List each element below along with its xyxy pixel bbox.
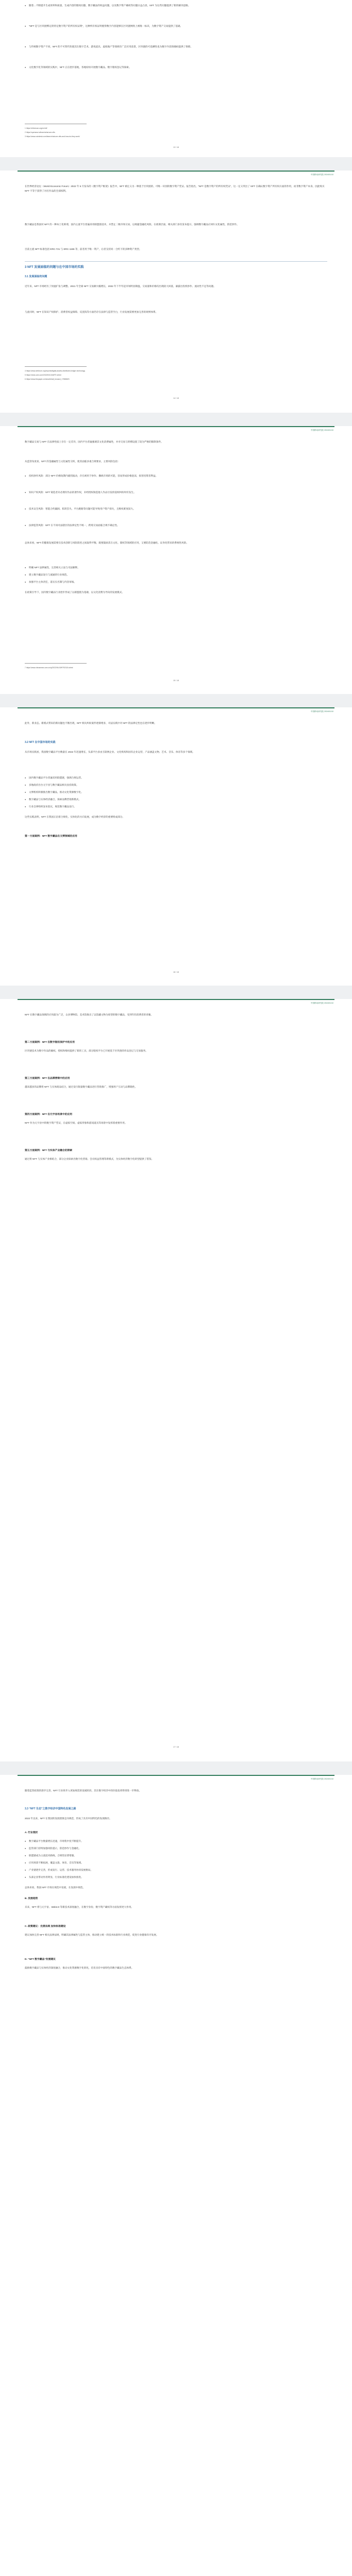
bullet-item: ● 数字藏品平台数量增长迅速，市场集中度不断提升。 bbox=[29, 1839, 327, 1843]
paragraph: 与此同时，NFT 在知识产权保护、消费者权益保障、反洗钱等方面仍存在法律与监管空白，行业发展需要更加完善的规则体系。 bbox=[25, 311, 158, 313]
bullet-item: ● 法律监管风险：NFT 在不同司法辖区的法律定性不统一，跨境交易面临合规不确定性。 bbox=[29, 523, 327, 528]
bullet-item: ● 产业链逐步完善，形成发行、运营、技术服务协同发展格局。 bbox=[29, 1868, 327, 1872]
running-header: 中国移动研究院 2024/01/10 bbox=[310, 710, 333, 713]
page-gap bbox=[0, 413, 352, 426]
running-header: 中国移动研究院 2024/01/10 bbox=[310, 1778, 333, 1780]
footnote: 7 https://www.chinanews.com.cn/cj/2022/06-30/9792115.shtml bbox=[25, 667, 73, 669]
case-heading: 第四方面案例：NFT 在元宇宙场景中的应用 bbox=[25, 1113, 73, 1116]
bullet-item: ● 明确 NFT 法律属性，完善相关立法与司法解释。 bbox=[29, 565, 327, 570]
bullet-item: ● 建立数字藏品发行与流通的行业规范。 bbox=[29, 572, 327, 577]
paragraph: 未来，NFT 将与元宇宙、Web3.0 等新技术深度融合，在数字身份、数字资产确权等方面发挥更大作用。 bbox=[25, 1906, 133, 1908]
paragraph: 建议加快完善 NFT 相关法律法规，明确其法律属性与监管主体，推动建立统一的技术标准和行业规范，促进行业健康有序发展。 bbox=[25, 1934, 159, 1936]
paragraph: 从市场实践看，我国数字藏品平台数量在 2022 年迅速增长，头部平台多由互联网企业、文化机构和国有企业运营，产品涵盖文物、艺术、音乐、体育等多个领域。 bbox=[25, 751, 195, 753]
bullet-item: ● 联盟链成为主流技术路线，合规性显著增强。 bbox=[29, 1853, 327, 1858]
paragraph: 越来越多的品牌将 NFT 与实体商品结合，通过发行限量数字藏品进行营销推广，增强用户互动与品牌黏性。 bbox=[25, 1086, 138, 1088]
page-number: 14 / 18 bbox=[173, 397, 179, 399]
paragraph: 数字藏品是我国对 NFT 的一种本土化称谓，国内主流平台普遍采用联盟链技术，并禁止二级市场交易，以规避金融化风险。在政策层面，相关部门多次发布提示，强调数字藏品应回归文化属性，防范炒作。 bbox=[25, 223, 239, 226]
bullet-item: ● 随着…不断提升生成效率和质量，生成内容的版权问题、数字藏品的权益问题，以及数字资产确权等问题日益凸显，NFT 为这些问题提供了新的解决思路。 bbox=[29, 3, 327, 8]
paragraph: 通过将 NFT 与实体产业相结合，部分企业探索出数字化营销、会员权益管理等新模式，为实体经济数字化转型提供了借鉴。 bbox=[25, 1158, 154, 1160]
paragraph: 区块链技术为数字作品的确权、授权和维权提供了新的工具，部分版权平台已开展基于区块链的作品登记与交易服务。 bbox=[25, 1049, 148, 1052]
page-gap bbox=[0, 986, 352, 999]
page-14 bbox=[18, 171, 334, 413]
bullet-item: ● 多地政府出台元宇宙与数字藏品相关扶持政策。 bbox=[29, 783, 327, 787]
section-rule bbox=[25, 261, 327, 262]
header-bar bbox=[18, 999, 334, 1000]
bullet-item: ● 投机炒作风险：部分 NFT 价格短期内剧烈波动，存在被用于炒作、操纵市场的可能，容易形成价格泡沫，损害投资者利益。 bbox=[29, 473, 327, 478]
bullet-item: ● 加强平台主体责任，落实实名制与内容审核。 bbox=[29, 580, 327, 584]
subsection-heading: 3.3 “NFT 生态”之数字经济中国特色发展之路 bbox=[25, 1807, 76, 1810]
footnote: 5 https://news.cctv.com/2022/04/13/ARTI.shtml bbox=[25, 374, 61, 376]
bullet-item: ● 应用场景不断拓展，覆盖文旅、体育、音乐等领域。 bbox=[29, 1860, 327, 1865]
footnote: 3 https://www.coindesk.com/learn/what-are-nfts-and-how-do-they-work/ bbox=[25, 135, 80, 138]
page-17 bbox=[18, 999, 334, 1761]
paragraph: 总体来看，我国 NFT 市场在规范中发展，在发展中规范。 bbox=[25, 1886, 86, 1889]
running-header: 中国移动研究院 2024/01/10 bbox=[310, 1002, 333, 1004]
page-gap bbox=[0, 694, 352, 707]
page-number: 13 / 18 bbox=[173, 146, 179, 148]
paragraph: NFT 在数字藏品领域的应用最为广泛，众多博物馆、美术馆推出了以馆藏文物为原型的数字藏品，受到年轻消费者的青睐。 bbox=[25, 1013, 154, 1016]
paragraph: 鼓励数字藏品与实体经济深度融合，推动文化资源数字化转化，培育具有中国特色的数字藏品生态体系。 bbox=[25, 1967, 134, 1969]
bullet-item: ● 监管部门持续加强风险提示，防范炒作与金融化。 bbox=[29, 1846, 327, 1851]
page-number: 15 / 18 bbox=[173, 680, 179, 682]
paragraph: 近年来，NFT 市场经历了快速扩张与调整。2021 年全球 NFT 交易额大幅增长，2022 年下半年起市场明显降温，交易量和价格均出现较大回落，暴露出投机炒作、流动性不足等问题。 bbox=[25, 285, 216, 287]
header-bar bbox=[18, 707, 334, 708]
subsection-heading: 3.2 NFT 在中国市场的实践 bbox=[25, 741, 56, 744]
header-bar bbox=[18, 171, 334, 172]
paragraph: 目前主流 NFT 标准包括 ERC-721 与 ERC-1155 等，前者用于唯一资产，后者支持同一合约下的多种资产类型。 bbox=[25, 248, 142, 250]
footnote: 4 https://www.weforum.org/reports/digital-assets-distributed-ledger-technology bbox=[25, 370, 86, 372]
bullet-item: ● 技术安全风险：智能合约漏洞、私钥丢失、平台跑路等问题可能导致用户资产损失，且维权难度较大。 bbox=[29, 506, 327, 511]
paragraph: NFT 作为元宇宙中的数字资产凭证，在虚拟空间、虚拟形象和游戏道具等场景中发挥着重要作用。 bbox=[25, 1122, 127, 1124]
paragraph: 从监管角度看，NFT 的金融属性与文化属性交织，使其面临多重合规要求，主要风险包括： bbox=[25, 460, 120, 463]
paragraph: 2022 年以来，NFT 在我国的发展逐渐走向规范，形成了具有中国特色的发展路径。 bbox=[25, 1817, 112, 1820]
subheading: A. 行业现状 bbox=[25, 1832, 38, 1834]
paragraph: 总体来看，NFT 的健康发展需要在技术创新与风险防控之间取得平衡，既要鼓励其在文化、版权等领域的应用，又要防范金融化、证券化带来的系统性风险。 bbox=[25, 541, 189, 544]
footnote-separator bbox=[25, 663, 87, 664]
footnote: 1 https://ethereum.org/en/nft/ bbox=[25, 127, 47, 129]
bullet-item: ● 头部企业带动作用明显，行业标准化建设加快推进。 bbox=[29, 1875, 327, 1879]
footnote: 6 https://www.thepaper.cn/newsDetail_forward_17586823 bbox=[25, 378, 70, 380]
page-18 bbox=[18, 1775, 334, 2576]
case-heading: 第二方面案例：NFT 在数字版权保护中的应用 bbox=[25, 1041, 75, 1044]
header-bar bbox=[18, 426, 334, 427]
bullet-item: ● 数字藏品与实体经济融合，探索品牌营销新模式。 bbox=[29, 797, 327, 802]
page-gap bbox=[0, 1761, 352, 1775]
paragraph: 在政策引导下，国内数字藏品行业逐步形成了以联盟链为基础、以文化消费为导向的发展模式。 bbox=[25, 591, 124, 594]
subheading: B. 发展趋势 bbox=[25, 1897, 38, 1900]
case-heading: 第三方面案例：NFT 在品牌营销中的应用 bbox=[25, 1077, 70, 1080]
bullet-item: ● 文博机构积极推出数字藏品，推动文化资源数字化。 bbox=[29, 790, 327, 794]
subheading: D. “NFT 数字藏品”发展建议 bbox=[25, 1958, 56, 1961]
running-header: 中国移动研究院 2024/01/10 bbox=[310, 174, 333, 176]
paragraph: 此外，新业态、新模式带来的新问题也不断出现，NFT 相关纠纷案件逐渐增多，司法实践中对 NFT 的法律定性也在逐步明晰。 bbox=[25, 722, 157, 724]
section-heading: 3 NFT 发展面临的问题与在中国市场的实践 bbox=[25, 266, 84, 269]
page-gap bbox=[0, 157, 352, 171]
page-number: 16 / 18 bbox=[173, 971, 179, 973]
bullet-item: ● 知识产权风险：NFT 铸造者未必拥有作品的著作权，未经授权铸造他人作品引发的侵权纠纷时有发生。 bbox=[29, 490, 327, 495]
footnote-separator bbox=[25, 366, 87, 367]
subsection-heading: 3.1 发展面临的问题 bbox=[25, 275, 47, 278]
footnote: 2 https://opensea.io/learn/what-are-nfts bbox=[25, 131, 55, 133]
page-16 bbox=[18, 707, 334, 986]
running-header: 中国移动研究院 2024/01/10 bbox=[310, 429, 333, 431]
bullet-item: ● 行业自律组织发布倡议，规范数字藏品发行。 bbox=[29, 804, 327, 809]
case-heading: 第一方面案例：NFT 数字藏品在文博领域的应用 bbox=[25, 835, 77, 838]
page-number: 17 / 18 bbox=[173, 1746, 179, 1748]
case-heading: 第五方面案例：NFT 与实体产业融合的探索 bbox=[25, 1149, 73, 1152]
subheading: C. 政策建议：完善法规 加快标准建设 bbox=[25, 1925, 66, 1928]
paragraph: 这些实践表明，NFT 在我国正沿着合规化、实体化的方向发展，成为数字经济的重要组成部分。 bbox=[25, 816, 125, 818]
paragraph: 数字藏品交易与 NFT 在法律性质上存在一定差异，国内平台普遍强调其文化消费属性，并对交易与转赠设置了较为严格的限制条件。 bbox=[25, 440, 163, 443]
paragraph: 随着监管政策的逐步完善，NFT 行业将步入更加规范的发展阶段，其在数字经济中的价值也将得到进一步释放。 bbox=[25, 1789, 142, 1792]
bullet-item: ● 国内数字藏品平台普遍采用联盟链，强调合规运营。 bbox=[29, 775, 327, 780]
bullet-item: ● 与传统数字资产不同，NFT 的不可替代性使其在数字艺术、游戏道具、虚拟地产等领域有广泛应用前景，区块链的可追溯性也为数字内容的确权提供了保障。 bbox=[29, 44, 327, 49]
paragraph: 在世界经济论坛（World Economic Forum）2022 年 5 月发布的《数字资产框架》报告中，NFT 被定义为一种基于区块链的、可唯一识别的数字资产凭证。报告指出，“NFT 是数字资产的所有权凭证”，这一定义突出了 NFT 在确认数字资产所有权方面的作用，而非数字资产本身。因此购买 NFT 不等于获得了对应作品的全部权利。 bbox=[25, 185, 325, 193]
bullet-item: ● 文化数字化等领域的实践中，NFT 正在逐步落地，各地纷纷开展数字藏品、数字版权登记等探索。 bbox=[29, 65, 327, 70]
page-15 bbox=[18, 426, 334, 694]
bullet-item: ● “NFT 是与区块链绑定的特定数字资产的所有权证明”，这种所有权证明使得数字内容能够在区块链网络上被唯一标识，为数字资产交易提供了基础。 bbox=[29, 24, 327, 28]
header-bar bbox=[18, 1775, 334, 1776]
